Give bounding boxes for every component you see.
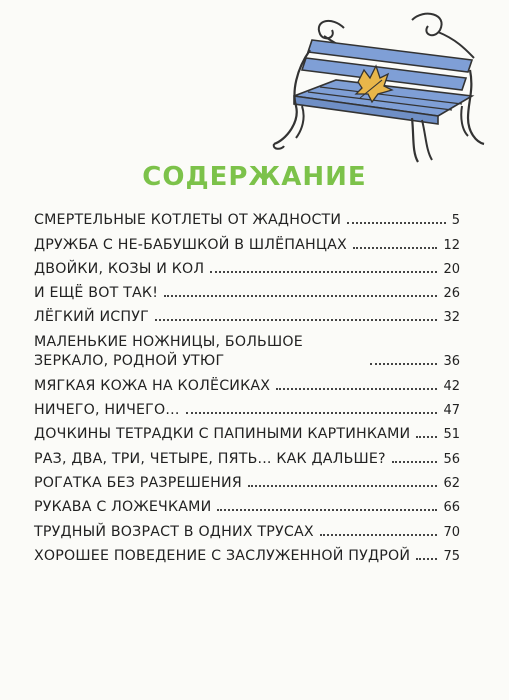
toc-entry-title: ДОЧКИНЫ ТЕТРАДКИ С ПАПИНЫМИ КАРТИНКАМИ [34,426,411,443]
toc-entry-page: 42 [443,378,460,394]
toc-entry[interactable] [34,396,460,420]
toc-entry-title: МЯГКАЯ КОЖА НА КОЛЁСИКАХ [34,377,271,394]
toc-entry-page: 12 [443,237,460,253]
toc-entry-title: ДРУЖБА С НЕ-БАБУШКОЙ В ШЛЁПАНЦАХ [34,236,347,253]
toc-entry[interactable] [34,493,460,517]
dot-leader [164,294,437,297]
dot-leader [416,557,437,560]
toc-entry-title: РАЗ, ДВА, ТРИ, ЧЕТЫРЕ, ПЯТЬ... КАК ДАЛЬШЕ? [34,450,386,467]
dot-leader [392,460,438,463]
toc-entry[interactable] [34,371,460,395]
toc-entry-title: СМЕРТЕЛЬНЫЕ КОТЛЕТЫ ОТ ЖАДНОСТИ [34,212,342,229]
toc-entry-page: 62 [443,475,460,491]
toc-entry-title: РОГАТКА БЕЗ РАЗРЕШЕНИЯ [34,474,242,491]
toc-entry-page: 51 [443,427,460,443]
toc-entry[interactable] [34,206,460,230]
toc-entry-title: НИЧЕГО, НИЧЕГО... [34,402,180,419]
toc-entry[interactable] [34,255,460,279]
dot-leader [276,387,437,390]
toc-entry-title: ТРУДНЫЙ ВОЗРАСТ В ОДНИХ ТРУСАХ [34,523,314,540]
toc-entry[interactable] [34,444,460,468]
bench-with-leaf-icon [262,10,490,170]
dot-leader [416,435,437,438]
dot-leader [353,246,437,249]
dot-leader [248,484,438,487]
toc-entry-title: ЛЁГКИЙ ИСПУГ [34,309,149,326]
toc-entry-page: 20 [443,261,460,277]
toc-entry-page: 26 [443,286,460,302]
toc-entry-page: 70 [443,524,460,540]
toc-entry-title: И ЕЩЁ ВОТ ТАК! [34,285,159,302]
toc-entry[interactable] [34,469,460,493]
dot-leader [370,362,437,365]
toc-entry[interactable] [34,420,460,444]
toc-entry[interactable] [34,517,460,541]
toc-entry-title: ХОРОШЕЕ ПОВЕДЕНИЕ С ЗАСЛУЖЕННОЙ ПУДРОЙ [34,547,411,564]
table-of-contents [34,206,460,566]
dot-leader [347,221,445,224]
toc-entry-title: РУКАВА С ЛОЖЕЧКАМИ [34,499,212,516]
page-title: СОДЕРЖАНИЕ [142,162,367,192]
dot-leader [217,508,437,511]
dot-leader [155,318,437,321]
toc-entry-page: 75 [443,548,460,564]
toc-entry[interactable] [34,230,460,254]
toc-entry[interactable] [34,542,460,566]
dot-leader [320,533,438,536]
toc-entry-page: 56 [443,451,460,467]
toc-entry-title: ДВОЙКИ, КОЗЫ И КОЛ [34,260,205,277]
toc-entry[interactable] [34,303,460,327]
toc-entry-page: 66 [443,500,460,516]
toc-entry[interactable] [34,279,460,303]
toc-entry-title: МАЛЕНЬКИЕ НОЖНИЦЫ, БОЛЬШОЕ ЗЕРКАЛО, РОДНОЙ УТЮГ [34,334,303,370]
toc-entry-page: 47 [443,403,460,419]
toc-entry[interactable] [34,327,460,371]
toc-entry-page: 32 [443,310,460,326]
toc-entry-page: 5 [451,213,460,229]
dot-leader [210,270,437,273]
toc-entry-page: 36 [443,354,460,370]
dot-leader [186,411,438,414]
